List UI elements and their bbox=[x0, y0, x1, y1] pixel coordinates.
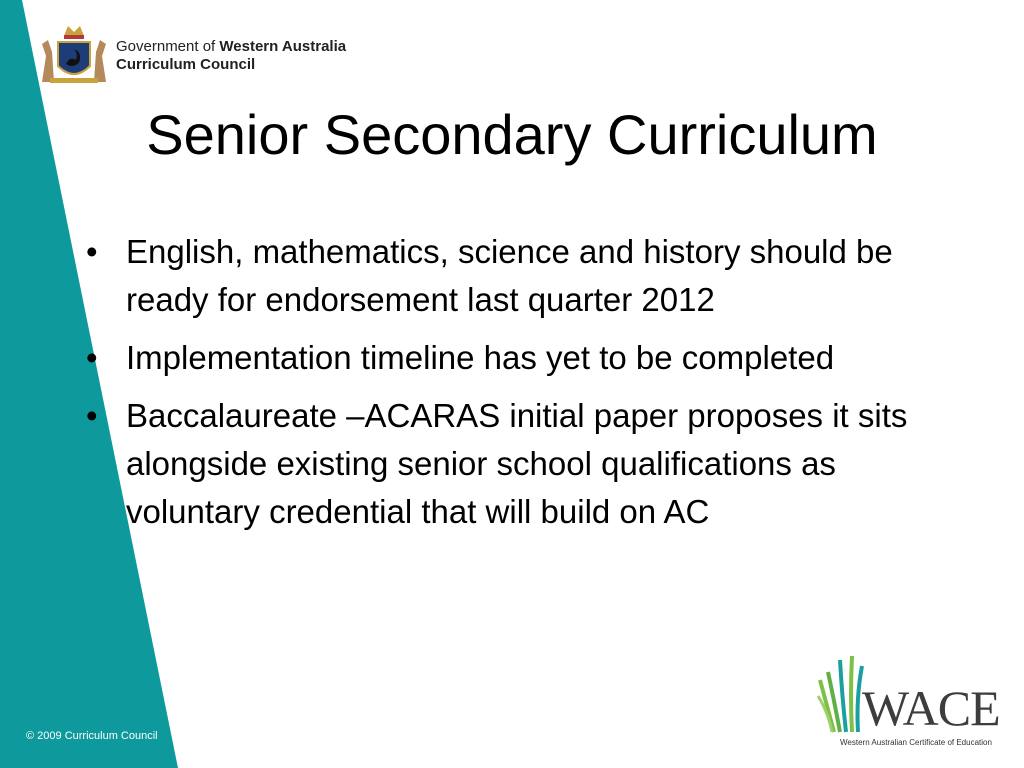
org-name-line1 bbox=[116, 38, 346, 55]
bullet-item bbox=[86, 228, 946, 324]
header-logo bbox=[36, 22, 382, 86]
org-name-line2: Curriculum Council bbox=[116, 56, 256, 73]
org-name-state: Western Australia bbox=[219, 38, 347, 55]
bullet-marker: • bbox=[86, 233, 98, 270]
bullet-item bbox=[86, 334, 946, 382]
copyright-footer: © 2009 Curriculum Council bbox=[26, 730, 158, 742]
slide-title: Senior Secondary Curriculum bbox=[146, 103, 878, 166]
wace-subtitle: Western Australian Certificate of Education bbox=[840, 738, 992, 747]
wa-coat-of-arms-icon bbox=[36, 22, 112, 86]
bullet-text: Implementation timeline has yet to be completed bbox=[126, 339, 835, 376]
bullet-list bbox=[86, 228, 946, 546]
org-name-prefix: Government of bbox=[116, 38, 220, 55]
bullet-text: Baccalaureate –ACARAS initial paper proposes it sits alongside existing senior school qualifications as voluntary credential that will build on AC bbox=[126, 397, 908, 530]
bullet-marker: • bbox=[86, 397, 98, 434]
bullet-item bbox=[86, 392, 946, 536]
wace-wordmark: WACE bbox=[862, 680, 1000, 736]
bullet-text: English, mathematics, science and history should be ready for endorsement last quarter 2012 bbox=[126, 233, 893, 318]
bullet-marker: • bbox=[86, 339, 98, 376]
wace-logo bbox=[812, 652, 1008, 752]
